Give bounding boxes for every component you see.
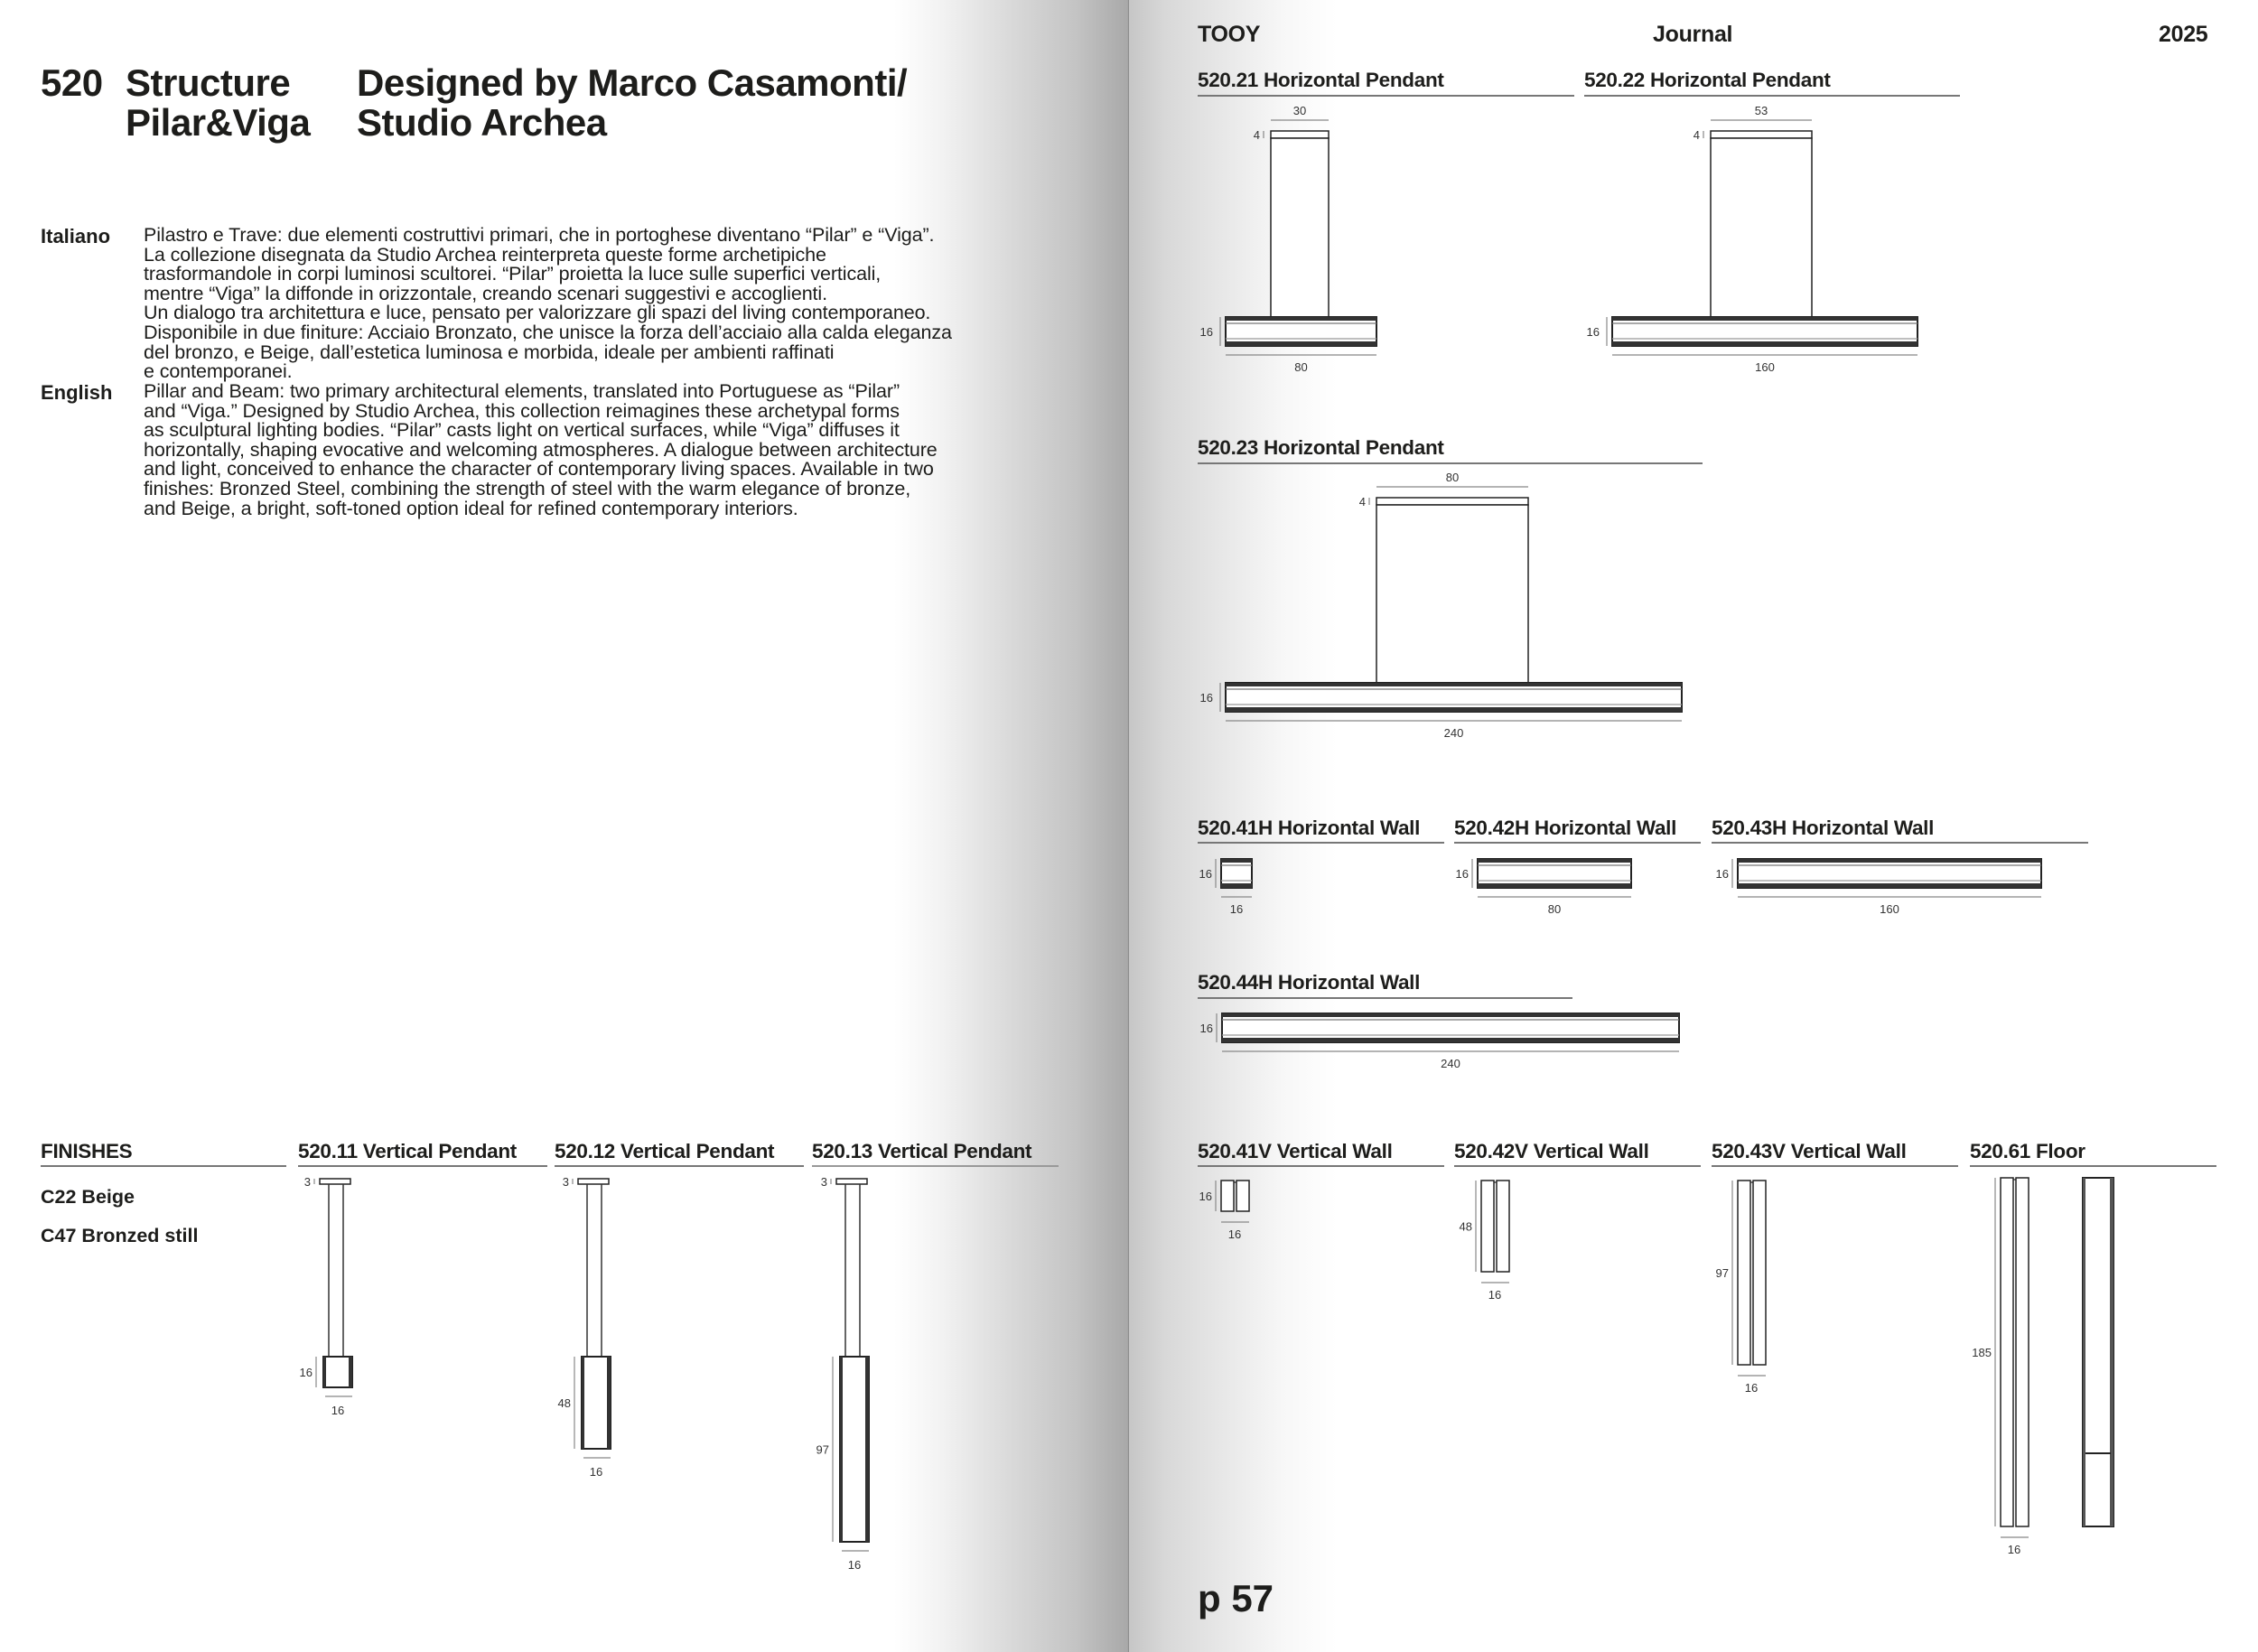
text-line: and Beige, a bright, soft-toned option ideal for refined contemporary interiors.: [144, 497, 798, 519]
designer-line2: Studio Archea: [357, 101, 607, 144]
text-line: Pilastro e Trave: due elementi costruttivi primari, che in portoghese diventano “Pilar” e “Viga”.: [144, 224, 935, 246]
publication-name: Journal: [1653, 22, 1733, 47]
beam-bottom-band: [1221, 883, 1252, 888]
wall-profile-left: [1221, 1181, 1234, 1211]
language-label-english: English: [41, 381, 113, 404]
wall-profile-left: [2001, 1178, 2013, 1526]
canopy: [578, 1179, 609, 1184]
beam-bottom-band: [1222, 1038, 1679, 1042]
finishes-heading: FINISHES: [41, 1140, 133, 1162]
collection-title-line1: Structure: [126, 61, 291, 104]
drawing-520-21: [1200, 104, 1376, 374]
beam-top-band: [1612, 317, 1917, 321]
drawing-520-42v: [1460, 1181, 1509, 1302]
product-code: 520.42V: [1454, 1140, 1528, 1162]
language-label-italian: Italiano: [41, 225, 111, 247]
text-line: horizontally, shaping evocative and welcoming atmospheres. A dialogue between architecture: [144, 438, 938, 461]
drawing-520-44h: [1200, 1013, 1679, 1070]
product-code: 520.41H: [1198, 817, 1273, 839]
floor-lamp-body: [2083, 1178, 2113, 1526]
body-edge: [349, 1357, 352, 1387]
product-name: Horizontal Wall: [1277, 817, 1421, 839]
beam-bottom-band: [1226, 341, 1376, 346]
drawing-520-23: [1200, 471, 1682, 740]
text-line: Disponibile in due finiture: Acciaio Bronzato, che unisce la forza dell’acciaio alla calda eleganza: [144, 321, 952, 343]
drawing-520-43v: [1716, 1181, 1766, 1395]
dimension-label: 3: [820, 1175, 827, 1189]
wall-profile-left: [1481, 1181, 1494, 1272]
body-edge: [865, 1357, 869, 1542]
drawing-520-13: [816, 1175, 869, 1572]
dimension-label: 16: [2007, 1543, 2021, 1556]
text-line: e contemporanei.: [144, 360, 293, 383]
product-code: 520.13: [812, 1140, 873, 1162]
wall-profile-right: [1753, 1181, 1766, 1365]
text-line: Pillar and Beam: two primary architectural elements, translated into Portuguese as “Pilar”: [144, 380, 900, 402]
dimension-label: 16: [589, 1465, 603, 1479]
text-line: as sculptural lighting bodies. “Pilar” casts light on vertical surfaces, while “Viga” diffuses it: [144, 419, 900, 442]
drawing-520-43h: [1716, 859, 2041, 916]
product-name: Vertical Wall: [1276, 1140, 1393, 1162]
body-edge: [2083, 1178, 2085, 1526]
body-edge: [323, 1357, 326, 1387]
dimension-label: 97: [816, 1442, 829, 1457]
product-code: 520.61: [1970, 1140, 2031, 1162]
body-edge: [840, 1357, 843, 1542]
dimension-label: 240: [1443, 726, 1464, 740]
beam-top-band: [1226, 317, 1376, 321]
dimension-label: 16: [1229, 902, 1244, 916]
beam-bottom-band: [1478, 883, 1631, 888]
dimension-label: 16: [1199, 1022, 1213, 1035]
finish-item: C47 Bronzed still: [41, 1225, 199, 1246]
product-name: Vertical Pendant: [362, 1140, 518, 1162]
page-number: p 57: [1198, 1577, 1274, 1619]
product-name: Horizontal Pendant: [1263, 436, 1444, 459]
dimension-label: 16: [1455, 867, 1469, 881]
dimension-label: 80: [1547, 902, 1562, 916]
finish-item: C22 Beige: [41, 1186, 135, 1208]
suspension-body: [1711, 138, 1812, 317]
text-line: and light, conceived to enhance the character of contemporary living spaces. Available in two: [144, 458, 934, 481]
dimension-label: 16: [1199, 1190, 1212, 1203]
product-name: Horizontal Wall: [1277, 971, 1421, 994]
dimension-label: 53: [1754, 104, 1768, 117]
dimension-label: 16: [1488, 1288, 1502, 1302]
beam-bottom-band: [1738, 883, 2041, 888]
product-name: Horizontal Pendant: [1649, 69, 1831, 91]
publication-year: 2025: [2159, 22, 2208, 47]
light-body: [582, 1357, 611, 1449]
product-code: 520.44H: [1198, 971, 1273, 994]
body-edge: [607, 1357, 611, 1449]
designer-line1: Designed by Marco Casamonti/: [357, 61, 908, 104]
dimension-label: 4: [1358, 495, 1366, 509]
product-code: 520.43V: [1712, 1140, 1786, 1162]
dimension-label: 80: [1445, 471, 1460, 484]
canopy: [1376, 498, 1528, 505]
product-code: 520.22: [1584, 69, 1646, 91]
text-line: mentre “Viga” la diffonde in orizzontale, creando scenari suggestivi e accoglienti.: [144, 282, 827, 304]
product-code: 520.11: [298, 1140, 358, 1162]
product-name: Vertical Wall: [1790, 1140, 1907, 1162]
text-line: Un dialogo tra architettura e luce, pensato per valorizzare gli spazi del living contemporaneo.: [144, 302, 931, 324]
wall-profile-left: [1738, 1181, 1750, 1365]
collection-title-line2: Pilar&Viga: [126, 101, 311, 144]
text-line: finishes: Bronzed Steel, combining the strength of steel with the warm elegance of bronze,: [144, 477, 911, 499]
dimension-label: 16: [1715, 867, 1729, 881]
drawing-520-41v: [1199, 1181, 1249, 1241]
light-body: [840, 1357, 869, 1542]
suspension-body: [1376, 505, 1528, 683]
product-name: Horizontal Pendant: [1263, 69, 1444, 91]
series-number: 520: [41, 61, 103, 104]
beam-top-band: [1226, 683, 1682, 686]
drawing-520-42h: [1456, 859, 1631, 916]
dimension-label: 4: [1253, 128, 1260, 142]
body-edge: [2110, 1178, 2113, 1526]
product-name: Vertical Wall: [1533, 1140, 1649, 1162]
product-code: 520.43H: [1712, 817, 1787, 839]
dimension-label: 16: [847, 1558, 862, 1572]
text-line: La collezione disegnata da Studio Archea reinterpreta queste forme archetipiche: [144, 243, 826, 266]
product-code: 520.41V: [1198, 1140, 1272, 1162]
suspension-body: [1271, 138, 1329, 317]
dimension-label: 97: [1715, 1266, 1729, 1280]
product-code: 520.12: [555, 1140, 616, 1162]
product-name: Horizontal Wall: [1534, 817, 1677, 839]
dimension-label: 240: [1441, 1057, 1460, 1070]
product-code: 520.21: [1198, 69, 1259, 91]
drawing-520-61-side: [2083, 1178, 2113, 1526]
brand-name: TOOY: [1198, 22, 1261, 47]
dimension-label: 160: [1880, 902, 1899, 916]
dimension-label: 48: [1459, 1219, 1472, 1234]
light-body: [323, 1357, 352, 1387]
dimension-label: 16: [1586, 325, 1600, 339]
dimension-label: 185: [1972, 1346, 1992, 1359]
beam-bottom-band: [1612, 341, 1917, 346]
wall-profile-right: [1497, 1181, 1509, 1272]
canopy: [1711, 131, 1812, 138]
dimension-label: 16: [1199, 325, 1213, 339]
dimension-label: 30: [1292, 104, 1307, 117]
canopy: [836, 1179, 867, 1184]
beam-top-band: [1222, 1013, 1679, 1017]
dimension-label: 3: [303, 1175, 311, 1189]
beam-top-band: [1738, 859, 2041, 863]
drawing-520-61-front: [1972, 1178, 2029, 1556]
beam-top-band: [1221, 859, 1252, 863]
canopy: [1271, 131, 1329, 138]
drawing-520-22: [1587, 104, 1917, 374]
dimension-label: 16: [1744, 1381, 1759, 1395]
dimension-label: 3: [562, 1175, 569, 1189]
beam-top-band: [1478, 859, 1631, 863]
product-code: 520.23: [1198, 436, 1259, 459]
text-line: del bronzo, e Beige, dall’estetica luminosa e morbida, ideale per ambienti raffinati: [144, 341, 835, 363]
product-name: Vertical Pendant: [877, 1140, 1032, 1162]
drawing-520-11: [300, 1175, 352, 1417]
dimension-label: 160: [1755, 360, 1775, 374]
text-line: trasformandole in corpi luminosi scultorei. “Pilar” proietta la luce sulle superfici verticali,: [144, 263, 882, 285]
dimension-label: 16: [331, 1404, 345, 1417]
wall-profile-right: [2016, 1178, 2029, 1526]
canopy: [320, 1179, 350, 1184]
dimension-label: 16: [299, 1366, 313, 1379]
wall-profile-right: [1236, 1181, 1249, 1211]
product-name: Floor: [2035, 1140, 2085, 1162]
dimension-label: 16: [1199, 691, 1213, 705]
product-code: 520.42H: [1454, 817, 1529, 839]
product-name: Horizontal Wall: [1791, 817, 1935, 839]
drawing-520-41h: [1199, 859, 1252, 916]
body-edge: [582, 1357, 584, 1449]
dimension-label: 80: [1294, 360, 1308, 374]
dimension-label: 16: [1227, 1227, 1242, 1241]
product-name: Vertical Pendant: [620, 1140, 775, 1162]
text-line: and “Viga.” Designed by Studio Archea, this collection reimagines these archetypal forms: [144, 399, 900, 422]
dimension-label: 4: [1693, 128, 1700, 142]
dimension-label: 48: [557, 1396, 571, 1410]
beam-bottom-band: [1226, 707, 1682, 712]
dimension-label: 16: [1199, 867, 1212, 881]
drawing-520-12: [558, 1175, 611, 1479]
